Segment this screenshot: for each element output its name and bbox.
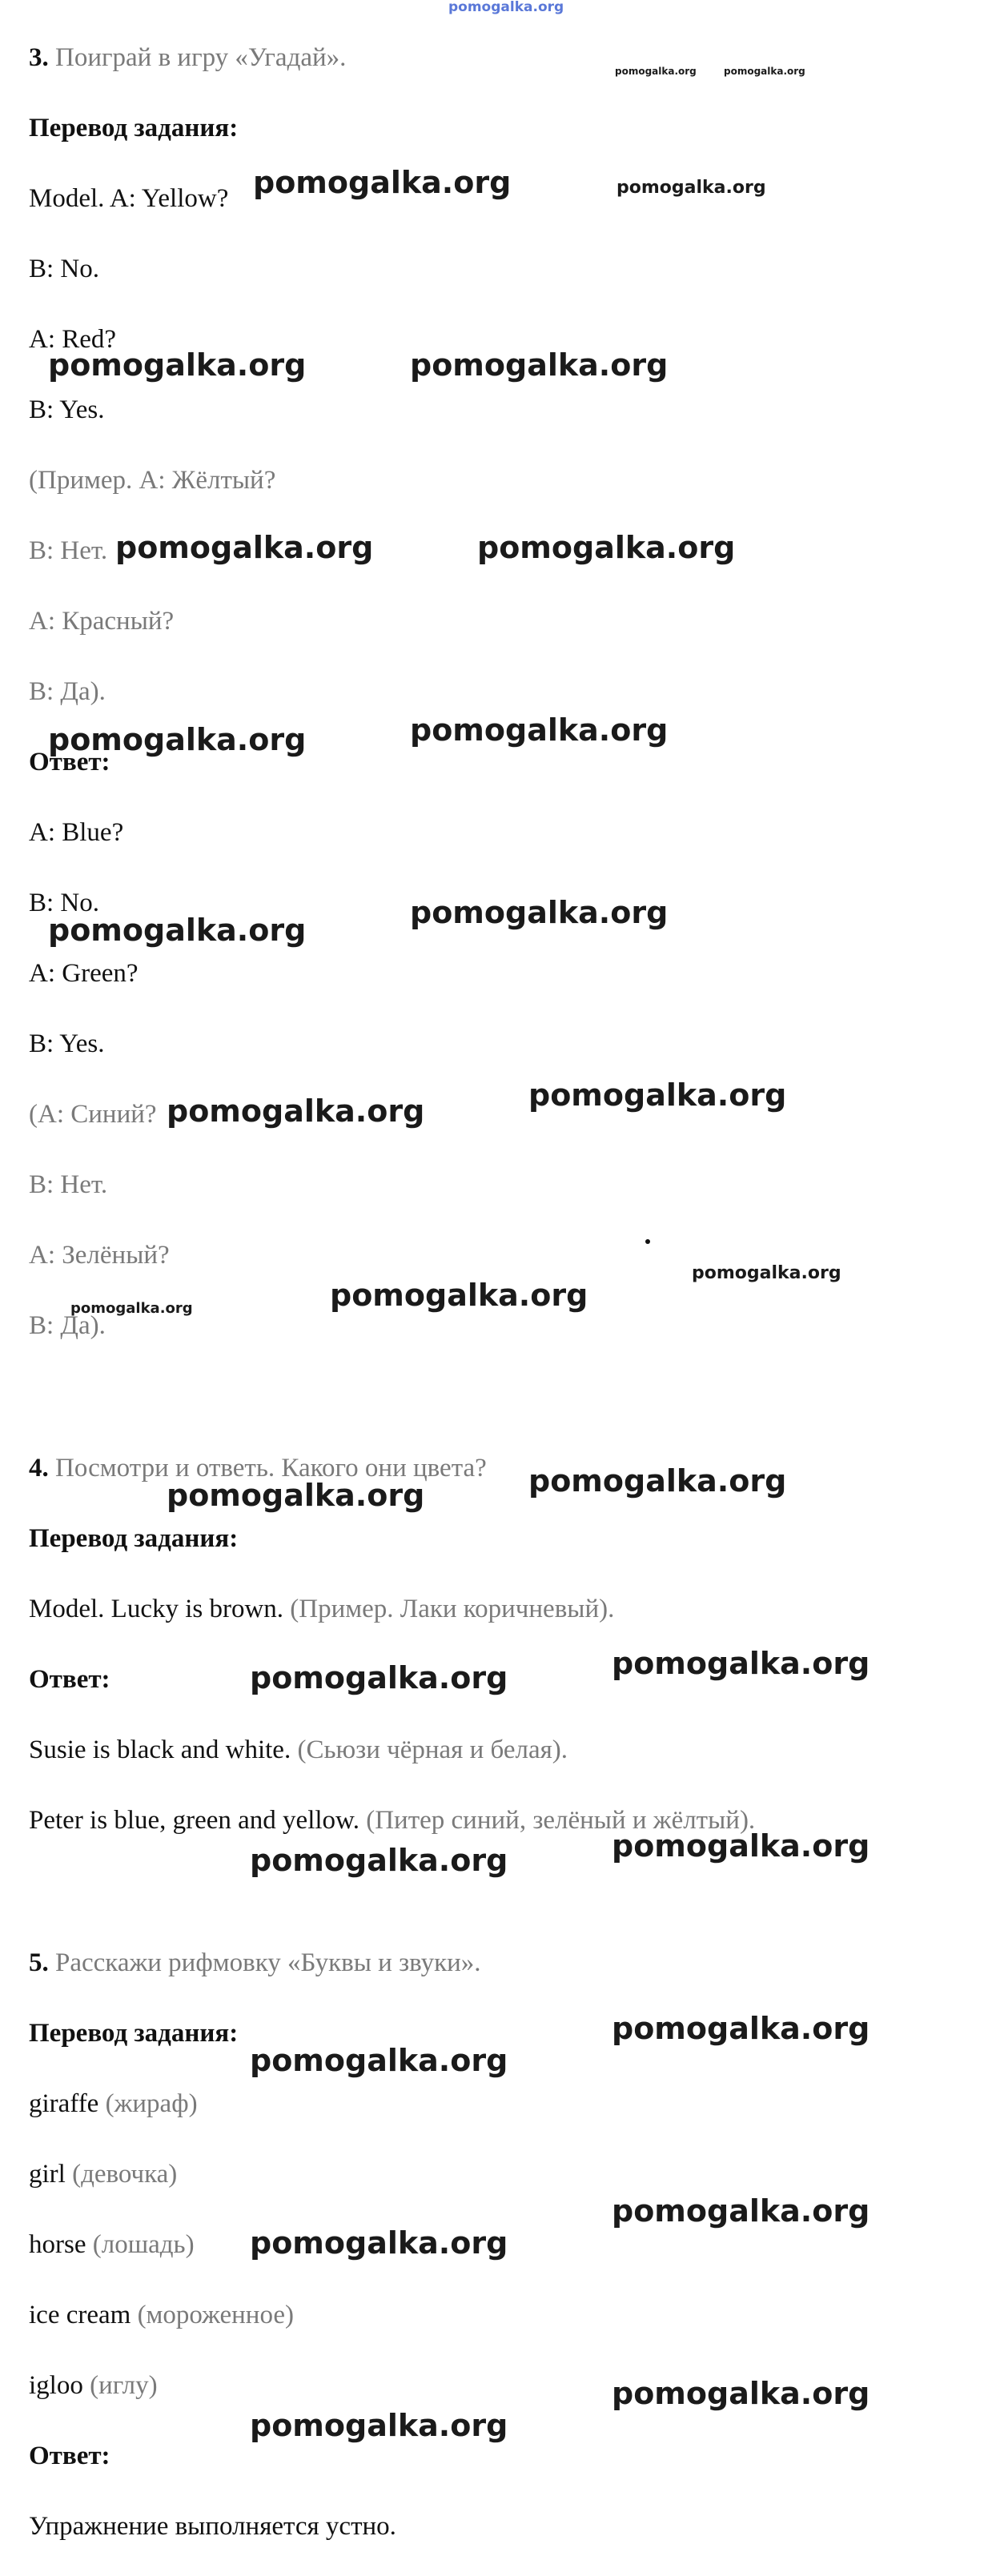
- watermark: pomogalka.org: [70, 1300, 193, 1317]
- answer-translation-line: (А: Синий?: [29, 1100, 157, 1129]
- word-russian: (иглу): [90, 2371, 158, 2400]
- answer-english: Peter is blue, green and yellow.: [29, 1806, 359, 1835]
- word-english: horse: [29, 2230, 86, 2259]
- answer-russian: (Сьюзи чёрная и белая).: [297, 1735, 568, 1764]
- watermark: pomogalka.org: [250, 2225, 508, 2261]
- answer-line: A: Green?: [29, 959, 139, 988]
- word-english: igloo: [29, 2371, 83, 2400]
- watermark: pomogalka.org: [410, 712, 669, 748]
- watermark: pomogalka.org: [616, 178, 766, 198]
- watermark: pomogalka.org: [724, 66, 805, 77]
- model-line: [29, 1593, 614, 1625]
- word-russian: (лошадь): [92, 2230, 195, 2259]
- model-line: Model. A: Yellow?: [29, 184, 229, 213]
- watermark: pomogalka.org: [612, 2376, 870, 2411]
- translation-heading: Перевод задания:: [29, 2019, 239, 2048]
- watermark: pomogalka.org: [250, 2043, 508, 2078]
- watermark: pomogalka.org: [48, 347, 307, 383]
- model-russian: (Пример. Лаки коричневый).: [290, 1595, 615, 1623]
- model-translation-line: А: Красный?: [29, 607, 175, 636]
- word-russian: (мороженное): [137, 2301, 294, 2329]
- exercise-3-title: [29, 42, 346, 74]
- model-line: B: Yes.: [29, 395, 105, 424]
- watermark: pomogalka.org: [167, 1478, 425, 1513]
- answer-heading: Ответ:: [29, 2442, 110, 2470]
- watermark: pomogalka.org: [528, 1463, 787, 1499]
- watermark: pomogalka.org: [612, 1646, 870, 1681]
- word-english: ice cream: [29, 2301, 131, 2329]
- watermark: pomogalka.org: [612, 1828, 870, 1864]
- watermark: pomogalka.org: [250, 2408, 508, 2443]
- watermark: pomogalka.org: [410, 347, 669, 383]
- word-line: [29, 2299, 294, 2331]
- watermark: pomogalka.org: [167, 1093, 425, 1129]
- word-english: giraffe: [29, 2089, 99, 2118]
- watermark: pomogalka.org: [528, 1077, 787, 1113]
- model-translation-line: В: Нет.: [29, 536, 108, 565]
- translation-heading: Перевод задания:: [29, 1524, 239, 1553]
- watermark: pomogalka.org: [115, 530, 374, 565]
- exercise-title: Поиграй в игру «Угадай».: [55, 43, 347, 72]
- watermark: pomogalka.org: [612, 2011, 870, 2046]
- exercise-5-title: [29, 1947, 481, 1979]
- watermark: pomogalka.org: [48, 722, 307, 757]
- watermark: pomogalka.org: [253, 165, 512, 200]
- exercise-number: 4.: [29, 1454, 49, 1483]
- word-line: [29, 2088, 198, 2120]
- word-russian: (жираф): [105, 2089, 198, 2118]
- answer-line: [29, 1734, 568, 1766]
- answer-heading: Ответ:: [29, 1665, 110, 1694]
- word-line: [29, 2229, 195, 2261]
- answer-russian: (Питер синий, зелёный и жёлтый).: [366, 1806, 756, 1835]
- word-line: [29, 2369, 158, 2401]
- word-line: [29, 2158, 177, 2190]
- answer-english: Susie is black and white.: [29, 1735, 291, 1764]
- model-line: A: Red?: [29, 325, 117, 354]
- model-line: B: No.: [29, 255, 100, 283]
- exercise-number: 5.: [29, 1948, 49, 1977]
- translation-heading: Перевод задания:: [29, 114, 239, 142]
- word-english: girl: [29, 2160, 66, 2189]
- top-watermark: pomogalka.org: [448, 0, 564, 15]
- answer-text: Упражнение выполняется устно.: [29, 2512, 396, 2541]
- watermark: pomogalka.org: [612, 2193, 870, 2229]
- answer-heading: Ответ:: [29, 748, 110, 776]
- stray-dot: [645, 1239, 650, 1244]
- model-english: Model. Lucky is brown.: [29, 1595, 284, 1623]
- answer-translation-line: А: Зелёный?: [29, 1241, 170, 1270]
- answer-translation-line: В: Да).: [29, 1311, 106, 1340]
- model-translation-line: (Пример. А: Жёлтый?: [29, 466, 276, 495]
- exercise-title: Расскажи рифмовку «Буквы и звуки».: [55, 1948, 481, 1977]
- model-translation-line: В: Да).: [29, 677, 106, 706]
- answer-line: B: Yes.: [29, 1029, 105, 1058]
- exercise-number: 3.: [29, 43, 49, 72]
- exercise-title: Посмотри и ответь. Какого они цвета?: [55, 1454, 487, 1483]
- watermark: pomogalka.org: [477, 530, 736, 565]
- watermark: pomogalka.org: [250, 1843, 508, 1878]
- answer-line: A: Blue?: [29, 818, 124, 847]
- watermark: pomogalka.org: [48, 913, 307, 948]
- watermark: pomogalka.org: [250, 1660, 508, 1695]
- watermark: pomogalka.org: [615, 66, 697, 77]
- answer-line: B: No.: [29, 889, 100, 917]
- watermark: pomogalka.org: [410, 895, 669, 930]
- watermark: pomogalka.org: [692, 1263, 841, 1283]
- word-russian: (девочка): [72, 2160, 178, 2189]
- watermark: pomogalka.org: [330, 1278, 588, 1313]
- answer-translation-line: В: Нет.: [29, 1170, 108, 1199]
